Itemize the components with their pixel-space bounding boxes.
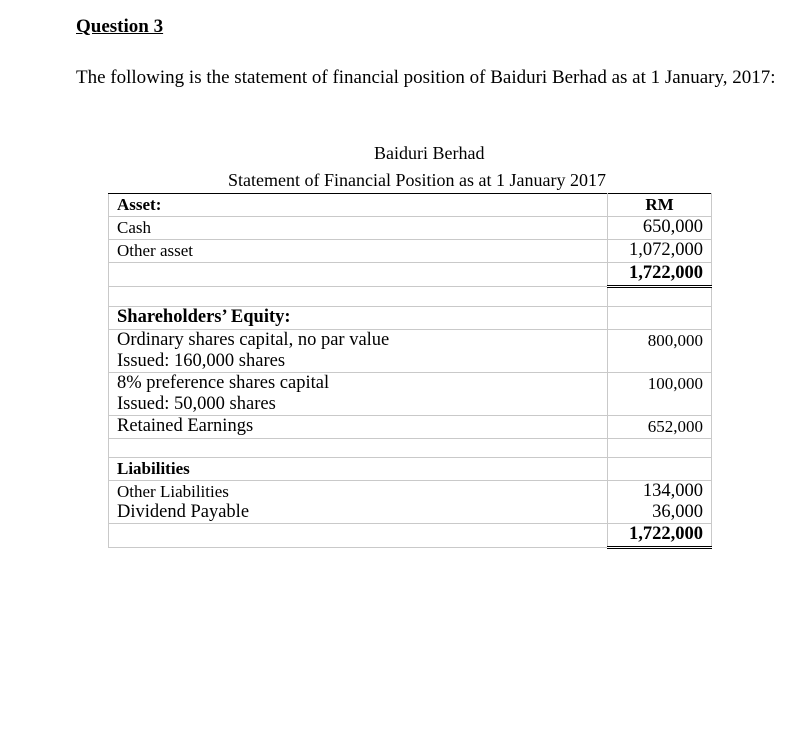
table-row	[109, 524, 712, 548]
table-row	[109, 194, 712, 217]
grand-total: 1,722,000	[608, 524, 712, 548]
intro-text: The following is the statement of financial position of Baiduri Berhad as at 1 January, 2017:	[76, 67, 776, 88]
table-row	[109, 373, 712, 416]
retained-earnings-label: Retained Earnings	[109, 416, 608, 439]
table-row	[109, 330, 712, 373]
asset-amount: 650,000	[608, 217, 712, 240]
currency-header: RM	[608, 194, 712, 217]
preference-shares-issued: Issued: 50,000 shares	[117, 394, 276, 414]
preference-shares-label: 8% preference shares capital	[117, 373, 330, 393]
asset-heading: Asset:	[109, 194, 608, 217]
company-name: Baiduri Berhad	[374, 143, 485, 163]
liability-amount: 134,000	[642, 481, 703, 501]
liability-amount: 36,000	[652, 502, 703, 522]
ordinary-shares-amount: 800,000	[608, 330, 712, 373]
table-row	[109, 240, 712, 263]
asset-label: Cash	[109, 217, 608, 240]
table-row	[109, 439, 712, 458]
liability-label: Other Liabilities	[117, 482, 229, 501]
question-title: Question 3	[76, 16, 164, 37]
financial-position-table	[108, 193, 712, 549]
statement-title: Statement of Financial Position as at 1 January 2017	[228, 170, 606, 190]
liabilities-heading: Liabilities	[109, 458, 608, 481]
ordinary-shares-issued: Issued: 160,000 shares	[117, 351, 286, 371]
table-row	[109, 458, 712, 481]
table-row	[109, 287, 712, 307]
retained-earnings-amount: 652,000	[608, 416, 712, 439]
table-row	[109, 307, 712, 330]
table-row	[109, 217, 712, 240]
asset-label: Other asset	[109, 240, 608, 263]
asset-amount: 1,072,000	[608, 240, 712, 263]
preference-shares-amount: 100,000	[608, 373, 712, 416]
table-row	[109, 481, 712, 524]
table-row	[109, 416, 712, 439]
equity-heading: Shareholders’ Equity:	[109, 307, 608, 330]
ordinary-shares-label: Ordinary shares capital, no par value	[117, 330, 390, 350]
liability-label: Dividend Payable	[117, 502, 250, 522]
table-row	[109, 263, 712, 287]
asset-total: 1,722,000	[608, 263, 712, 287]
